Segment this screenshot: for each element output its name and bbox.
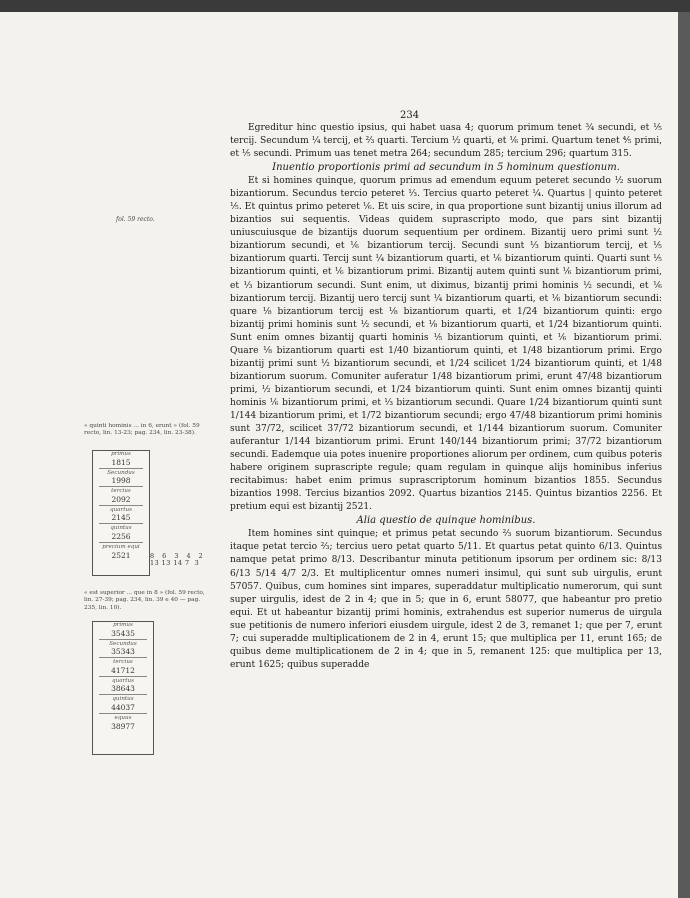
main-text	[230, 122, 662, 672]
paragraph-1: Egreditur hinc questio ipsius, qui habet uasa 4; quorum primum tenet ¾ secundi, et ⅕ tercij. Secundum ¼ tercij, et ⅔ quarti. Tercium ½ quarti, et ⅙ primi. Quartum tenet ⅘ primi, et ⅕ secundi. Primum uas tenet metra 264; secundum 285; tercium 296; quartum 315.	[230, 123, 662, 160]
viewer-top-bar	[0, 0, 690, 12]
margin-folio-reference: fol. 59 recto.	[116, 216, 155, 223]
section-heading-2: Alia questio de quinque hominibus.	[356, 515, 536, 527]
paragraph-3: Item homines sint quinque; et primus petat secundo ⅔ suorum bizantiorum. Secundus itaque petat tercio ⅔; tercius uero petat quarto 5/11. Et quartus petat quinto 6/13. Quintus namque petat primo 8/13. Describantur minuta petitionum ipsorum per ordinem sic: 8/13 6/13 5/14 4/7 2/3. Et multiplicentur omnes numeri insimul, qui sunt sub uirgulis, erunt 57057. Quibus, cum homines sint impares, superaddatur multiplicatio numerorum, qui sunt super uirgulis, idest de 2 in 4; que in 5; que in 6, erunt 58077, que habeantur pro pretio equi. Et ut habeantur bizantij primi hominis, extrahendus est superior numerus de uirgula sue petitionis de numero inferiori eiusdem uirgule, idest 2 de 3, remanet 1; que per 7, erunt 7; cui superadde multiplicationem de 2 in 4, erunt 15; que multiplica per 11, erunt 165; de quibus deme multiplicationem de 2 in 4; que in 5, remanent 125: que multiplica per 13, erunt 1625; quibus superadde	[230, 529, 662, 670]
section-heading-1: Inuentio proportionis primi ad secundum in 5 hominum questionum.	[272, 162, 620, 174]
margin-note-2: « est superior ... que in 8 » (fol. 59 recto, lin. 27-39; pag. 234, lin. 39 e 40 — pag. 235, lin. 10).	[84, 590, 205, 611]
table-row: tercius 41712	[111, 659, 135, 675]
page-edge-shadow	[678, 12, 690, 898]
table-row: quartus 2145	[110, 506, 132, 523]
table-row: primus 35435	[111, 622, 135, 638]
table-row: equus 38977	[111, 714, 135, 731]
table-row: quintus 2256	[110, 525, 132, 541]
table-row: tercius 2092	[111, 488, 131, 504]
table-row: Secundus 1998	[107, 469, 135, 486]
table-row: primus 1815	[111, 451, 131, 467]
table-row: precium equi 2521	[102, 543, 140, 560]
table-row: quartus 38643	[111, 677, 135, 694]
margin-table-1	[92, 450, 150, 576]
margin-note-1: « quinti hominis ... in 6, erunt » (fol. 59 recto, lin. 13-23; pag. 234, lin. 23-38).	[84, 423, 200, 437]
table-row: Secundus 35343	[109, 640, 137, 657]
page-number: 234	[400, 110, 420, 121]
paragraph-2: Et si homines quinque, quorum primus ad emendum equum peteret secundo ½ suorum bizantiorum. Secundus tercio peteret ⅓. Tercius quarto peteret ¼. Quartus | quinto peteret ⅕. Et quintus primo peteret ⅙. Et uis scire, in qua proportione sunt bizantij unius illorum ad bizantios sui sequentis. Videas quidem suprascripto modo, que pars sint bizantij uniuscuiusque de bizantijs duorum sequentium per ordinem. Bizantij uero primi sunt ½ bizantiorum secundi, et ⅙ bizantiorum tercij. Secundi sunt ⅓ bizantiorum tercij, et ⅕ bizantiorum quarti. Tercij sunt ¼ bizantiorum quarti, et ⅙ bizantiorum quinti. Quarti sunt ⅕ bizantiorum quinti, et ⅙ bizantiorum primi. Bizantij autem quinti sunt ⅙ bizantiorum primi, et ⅓ bizantiorum secundi. Sunt enim, ut diximus, bizantij primi hominis ½ secundi, et ⅙ bizantiorum tercij. Bizantij uero tercij sunt ¼ bizantiorum quarti, et ⅙ bizantiorum secundi: quare ⅛ bizantiorum tercij est ⅛ bizantiorum quarti, et 1/24 bizantiorum quinti: ergo bizantij primi hominis sunt ½ secundi, et ⅛ bizantiorum quarti, et 1/24 bizantiorum quinti. Sunt enim omnes bizantij quarti hominis ⅕ bizantiorum quinti, et ⅙ bizantiorum primi. Quare ⅛ bizantiorum quarti est 1/40 bizantiorum quinti, et 1/48 bizantiorum primi. Ergo bizantij primi sunt ½ bizantiorum secundi, et 1/24 scilicet 1/24 bizantiorum quinti, et 1/48 bizantiorum suorum. Comuniter auferatur 1/48 bizantiorum primi, erunt 47/48 bizantiorum primi, ½ bizantiorum secundi, et 1/24 bizantiorum quinti. Sunt enim omnes bizantij quinti hominis ⅙ bizantiorum primi, et ⅓ bizantiorum secundi. Quare 1/24 bizantiorum quinti sunt 1/144 bizantiorum primi, et 1/72 bizantiorum secundi; ergo 47/48 bizantiorum primi hominis sunt 37/72, scilicet 37/72 bizantiorum secundi, et 1/144 bizantiorum suorum. Comuniter auferantur 1/144 bizantiorum primi. Erunt 140/144 bizantiorum primi; 37/72 bizantiorum secundi. Eademque uia potes inuenire proportiones aliorum per ordinem, cum quibus poteris habere originem suprascripte regule; quam regulam in quinque alijs hominibus inferius recitabimus: habet enim primus suprascriptorum hominum bizantios 1855. Secundus bizantios 1998. Tercius bizantios 2092. Quartus bizantios 2145. Quintus bizantios 2256. Et pretium equi est bizantij 2521.	[230, 176, 662, 513]
table-row: quintus 44037	[111, 696, 135, 712]
fraction-row: 8 6 3 4 2 13 13 14 7 3	[150, 552, 204, 567]
margin-table-2	[92, 621, 154, 755]
